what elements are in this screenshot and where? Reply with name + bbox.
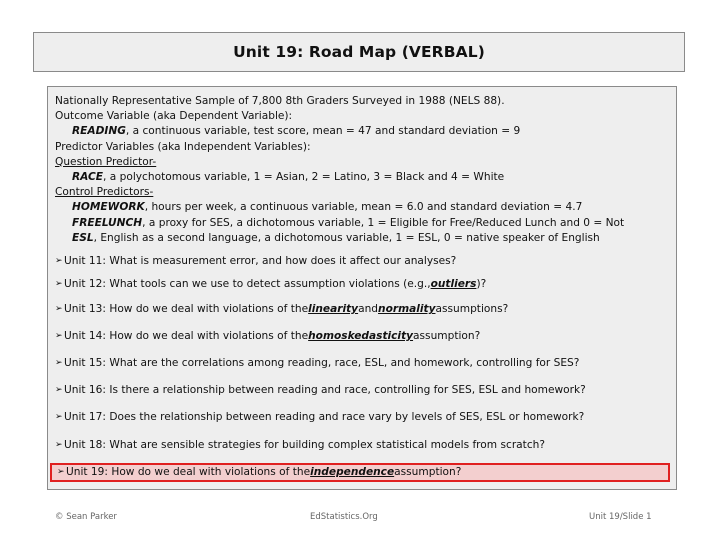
linearity-keyword: linearity [308,303,359,316]
unit-16-item [55,382,667,400]
unit-12-text: Unit 12: What tools can we use to detect assumption violations (e.g., [64,278,431,291]
unit-17-text: Unit 17: Does the relationship between reading and race vary by levels of SES, ESL or homework? [64,411,585,424]
homework-line [55,200,671,215]
homework-var: HOMEWORK [72,201,145,214]
footer-slide-number: Unit 19/Slide 1 [589,512,652,522]
normality-keyword: normality [378,303,436,316]
arrow-bullet-icon: ➢ [55,304,63,315]
unit-11-text: Unit 11: What is measurement error, and how does it affect our analyses? [64,255,457,268]
arrow-bullet-icon: ➢ [55,358,63,369]
unit-13-end: assumptions? [435,303,509,316]
unit-14-item [55,328,667,346]
esl-var: ESL [72,231,94,244]
unit-13-mid: and [358,303,379,316]
control-predictors-label: Control Predictors- [55,186,154,199]
intro-block [55,94,671,246]
reading-line [55,124,671,139]
arrow-bullet-icon: ➢ [55,331,63,342]
unit-18-item [55,437,667,455]
race-desc: , a polychotomous variable, 1 = Asian, 2 = Latino, 3 = Black and 4 = White [103,171,505,184]
arrow-bullet-icon: ➢ [55,385,63,396]
unit-19-item-highlighted [50,463,670,482]
race-line [55,170,671,185]
unit-19-text: Unit 19: How do we deal with violations of the [66,465,311,478]
race-var: RACE [72,171,104,184]
footer-site: EdStatistics.Org [310,512,378,522]
title-box [33,32,685,72]
reading-var: READING [72,125,126,138]
slide-title: Unit 19: Road Map (VERBAL) [233,43,485,61]
unit-12-end: )? [476,278,487,291]
content-box [47,86,677,490]
unit-11-item [55,253,667,271]
homework-desc: , hours per week, a continuous variable, mean = 6.0 and standard deviation = 4.7 [144,201,583,214]
unit-12-item [55,276,667,294]
question-predictor-label: Question Predictor- [55,155,157,168]
independence-keyword: independence [310,465,395,478]
arrow-bullet-icon: ➢ [55,412,63,423]
reading-desc: , a continuous variable, test score, mean = 47 and standard deviation = 9 [125,125,521,138]
unit-15-item [55,355,667,373]
unit-14-end: assumption? [413,330,481,343]
footer-author: © Sean Parker [55,512,117,522]
outcome-header: Outcome Variable (aka Dependent Variable): [55,110,293,123]
freelunch-var: FREELUNCH [72,216,143,229]
unit-13-text: Unit 13: How do we deal with violations of the [64,303,309,316]
freelunch-desc: , a proxy for SES, a dichotomous variable, 1 = Eligible for Free/Reduced Lunch and 0 = Not [142,216,625,229]
sample-line: Nationally Representative Sample of 7,800 8th Graders Surveyed in 1988 (NELS 88). [55,95,505,107]
unit-13-item [55,301,667,319]
outliers-keyword: outliers [430,278,477,291]
unit-18-text: Unit 18: What are sensible strategies for building complex statistical models from scratch? [64,439,545,452]
unit-17-item [55,409,667,427]
predictor-header: Predictor Variables (aka Independent Variables): [55,140,311,153]
unit-16-text: Unit 16: Is there a relationship between reading and race, controlling for SES, ESL and homework? [64,384,586,397]
unit-14-text: Unit 14: How do we deal with violations of the [64,330,309,343]
freelunch-line [55,216,671,231]
unit-19-end: assumption? [394,465,462,478]
esl-line [55,231,671,246]
arrow-bullet-icon: ➢ [55,256,63,267]
homoskedasticity-keyword: homoskedasticity [308,330,414,343]
unit-15-text: Unit 15: What are the correlations among reading, race, ESL, and homework, controlling for SES? [64,357,580,370]
arrow-bullet-icon: ➢ [57,466,65,477]
arrow-bullet-icon: ➢ [55,279,63,290]
arrow-bullet-icon: ➢ [55,440,63,451]
esl-desc: , English as a second language, a dichotomous variable, 1 = ESL, 0 = native speaker of English [93,231,600,244]
